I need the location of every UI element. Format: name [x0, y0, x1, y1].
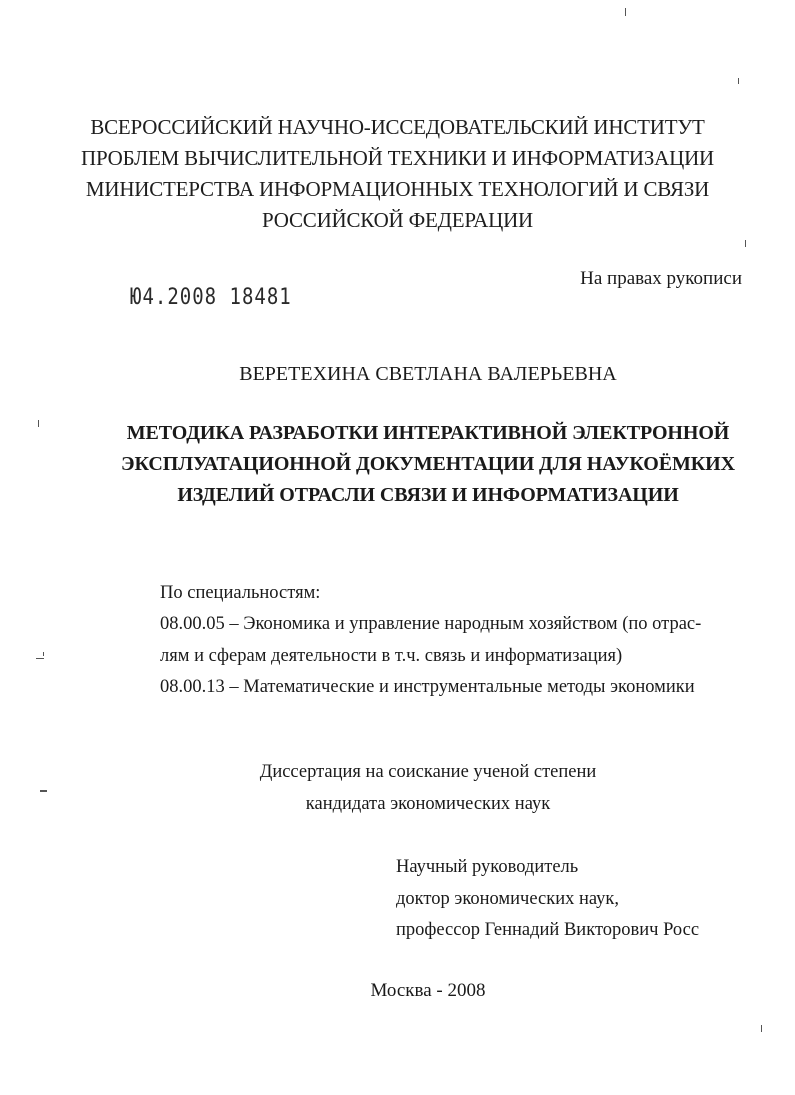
archive-code-stamp: Ю4.2008 18481	[130, 284, 292, 310]
specialty-line-1: 08.00.05 – Экономика и управление народным хозяйством (по отрас-	[160, 614, 702, 634]
advisor-line-1: Научный руководитель	[396, 857, 579, 877]
scan-speck	[36, 658, 44, 659]
thesis-title-line-2: ЭКСПЛУАТАЦИОННОЙ ДОКУМЕНТАЦИИ ДЛЯ НАУКОЁМКИХ	[121, 453, 735, 475]
specialty-line-3: 08.00.13 – Математические и инструментальные методы экономики	[160, 677, 695, 697]
dissertation-line-1: Диссертация на соискание ученой степени	[259, 762, 597, 782]
scan-speck	[40, 790, 47, 792]
thesis-title-line-3: ИЗДЕЛИЙ ОТРАСЛИ СВЯЗИ И ИНФОРМАТИЗАЦИИ	[177, 484, 679, 506]
city-year: Москва - 2008	[370, 980, 486, 1001]
manuscript-rights-note: На правах рукописи	[580, 268, 742, 289]
institute-line-2: ПРОБЛЕМ ВЫЧИСЛИТЕЛЬНОЙ ТЕХНИКИ И ИНФОРМАТИЗАЦИИ	[80, 146, 715, 170]
dissertation-line-2: кандидата экономических наук	[305, 794, 551, 814]
scan-speck	[625, 8, 626, 16]
institute-line-4: РОССИЙСКОЙ ФЕДЕРАЦИИ	[262, 208, 533, 232]
thesis-title-line-1: МЕТОДИКА РАЗРАБОТКИ ИНТЕРАКТИВНОЙ ЭЛЕКТРОННОЙ	[126, 422, 730, 444]
scan-speck	[745, 240, 746, 247]
specialty-line-2: лям и сферам деятельности в т.ч. связь и информатизация)	[160, 646, 623, 666]
specialties-heading: По специальностям:	[160, 583, 321, 603]
institute-line-3: МИНИСТЕРСТВА ИНФОРМАЦИОННЫХ ТЕХНОЛОГИЙ И СВЯЗИ	[85, 177, 710, 201]
scan-speck	[38, 420, 39, 427]
scan-speck	[761, 1025, 762, 1032]
advisor-line-2: доктор экономических наук,	[396, 889, 620, 909]
scan-speck	[738, 78, 739, 84]
advisor-line-3: профессор Геннадий Викторович Росс	[396, 920, 700, 940]
scan-speck	[43, 652, 44, 656]
institute-line-1: ВСЕРОССИЙСКИЙ НАУЧНО-ИССЕДОВАТЕЛЬСКИЙ ИНСТИТУТ	[90, 115, 705, 139]
author-name: ВЕРЕТЕХИНА СВЕТЛАНА ВАЛЕРЬЕВНА	[239, 363, 617, 385]
